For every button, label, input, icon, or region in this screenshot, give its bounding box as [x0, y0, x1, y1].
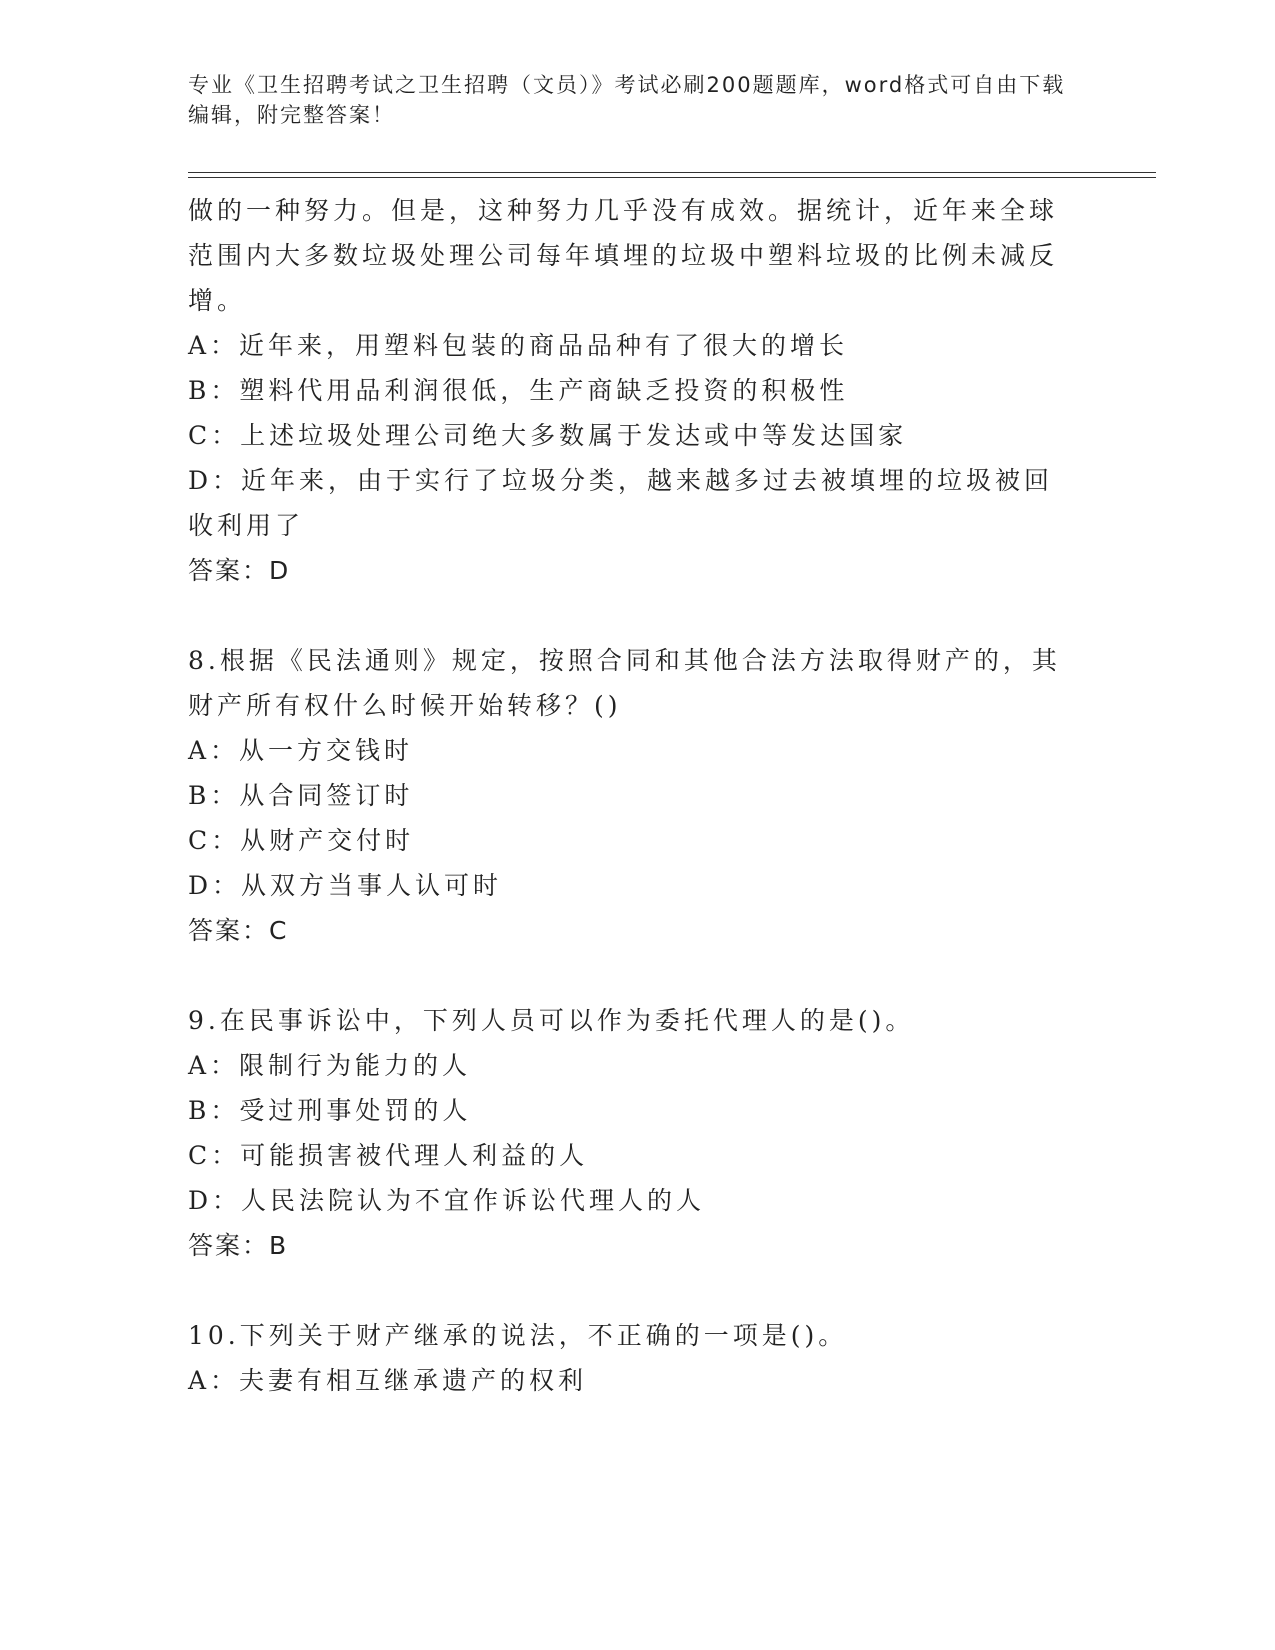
option-d: D：从双方当事人认可时 — [188, 871, 503, 900]
option-a: A：限制行为能力的人 — [188, 1051, 472, 1080]
option-d: D：近年来，由于实行了垃圾分类，越来越多过去被填埋的垃圾被回收利用了 — [188, 466, 1054, 540]
answer-line: 答案：D — [188, 556, 291, 585]
question-stem: 8.根据《民法通则》规定，按照合同和其他合法方法取得财产的，其财产所有权什么时候开始转移？() — [188, 646, 1061, 720]
option-b: B：受过刑事处罚的人 — [188, 1096, 472, 1125]
option-b: B：从合同签订时 — [188, 781, 414, 810]
option-c: C：上述垃圾处理公司绝大多数属于发达或中等发达国家 — [188, 421, 908, 450]
question-stem: 9.在民事诉讼中，下列人员可以作为委托代理人的是()。 — [188, 1006, 915, 1035]
option-c: C：从财产交付时 — [188, 826, 415, 855]
answer-line: 答案：C — [188, 916, 289, 945]
question-8 — [188, 638, 1078, 953]
document-body — [188, 188, 1078, 1403]
question-stem: 10.下列关于财产继承的说法，不正确的一项是()。 — [188, 1321, 848, 1350]
answer-line: 答案：B — [188, 1231, 289, 1260]
question-7-continued — [188, 188, 1078, 593]
question-9 — [188, 998, 1078, 1268]
option-b: B：塑料代用品利润很低，生产商缺乏投资的积极性 — [188, 376, 849, 405]
option-a: A：夫妻有相互继承遗产的权利 — [188, 1366, 588, 1395]
option-a: A：近年来，用塑料包装的商品品种有了很大的增长 — [188, 331, 849, 360]
header-rule-bottom — [188, 177, 1156, 178]
option-a: A：从一方交钱时 — [188, 736, 414, 765]
document-title: 专业《卫生招聘考试之卫生招聘（文员）》考试必刷200题题库，word格式可自由下载编辑，附完整答案！ — [188, 73, 1066, 127]
page-header — [188, 70, 1158, 130]
question-stem-continued: 做的一种努力。但是，这种努力几乎没有成效。据统计，近年来全球范围内大多数垃圾处理公司每年填埋的垃圾中塑料垃圾的比例未减反增。 — [188, 196, 1059, 315]
question-10 — [188, 1313, 1078, 1403]
option-c: C：可能损害被代理人利益的人 — [188, 1141, 589, 1170]
option-d: D：人民法院认为不宜作诉讼代理人的人 — [188, 1186, 706, 1215]
header-rule-top — [188, 172, 1156, 173]
